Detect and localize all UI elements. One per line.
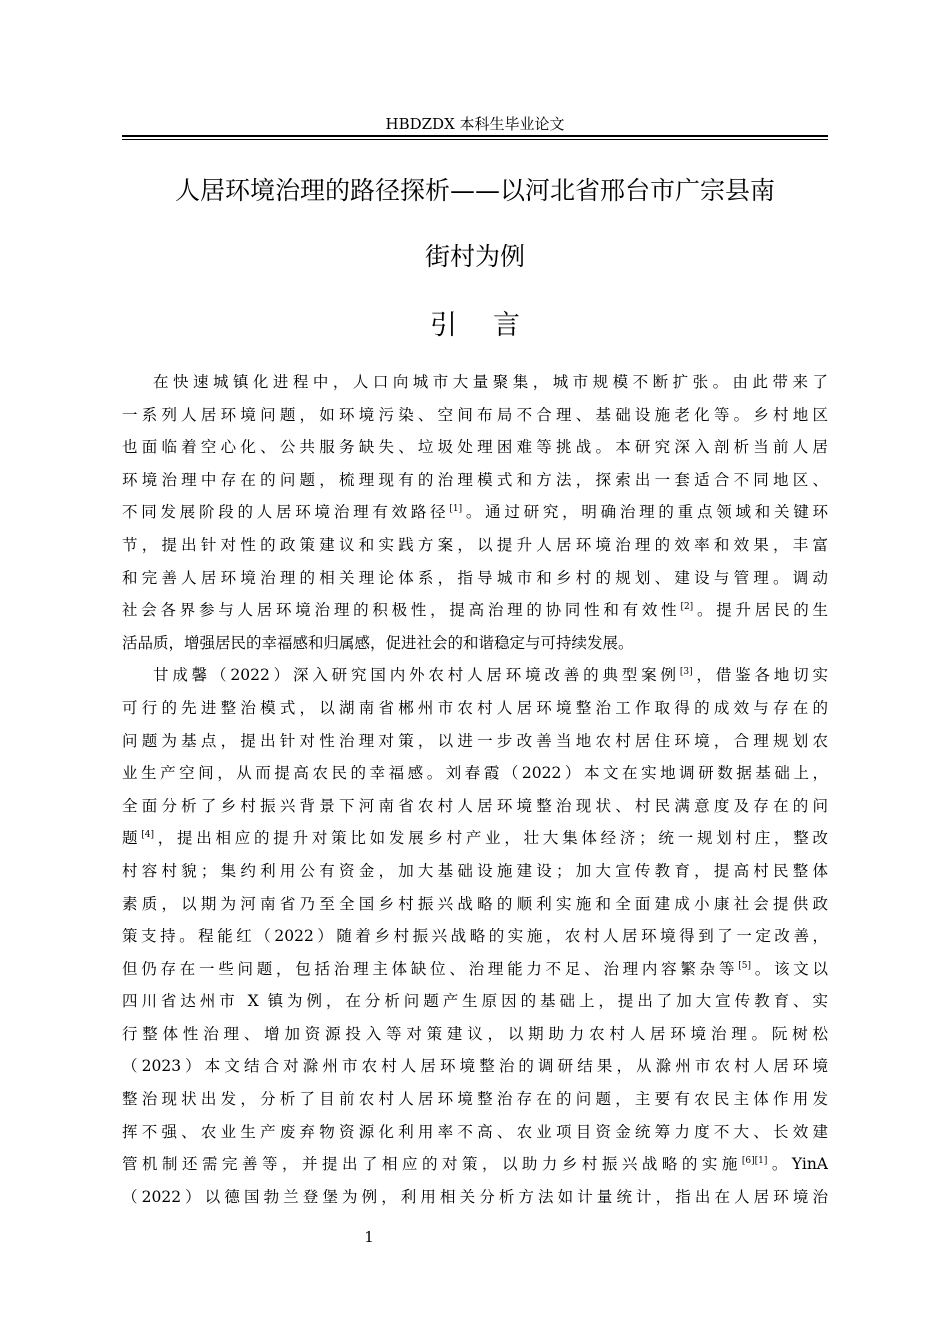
document-title-line-1: 人居环境治理的路径探析——以河北省邢台市广宗县南 [174, 176, 775, 205]
paragraph-2-line: 四川省达州市 X 镇为例，在分析问题产生原因的基础上，提出了加大宣传教育、实 [122, 992, 828, 1011]
paragraph-2-line: 管机制还需完善等，并提出了相应的对策，以助力乡村振兴战略的实施[6][1]。YinA [122, 1155, 828, 1174]
paragraph-1-line: 节，提出针对性的政策建议和实践方案，以提升人居环境治理的效率和效果，丰富 [122, 535, 828, 554]
document-title-line-2: 街村为例 [424, 242, 525, 271]
paragraph-1-line: 环境治理中存在的问题，梳理现有的治理模式和方法，探索出一套适合不同地区、 [122, 470, 828, 489]
paragraph-1-line: 活品质，增强居民的幸福感和归属感，促进社会的和谐稳定与可持续发展。 [122, 633, 634, 652]
paragraph-1-line: 也面临着空心化、公共服务缺失、垃圾处理困难等挑战。本研究深入剖析当前人居 [122, 438, 828, 457]
citation-ref: [4] [141, 830, 155, 841]
paragraph-1-line: 不同发展阶段的人居环境治理有效路径[1]。通过研究，明确治理的重点领域和关键环 [122, 503, 828, 522]
paragraph-2-line: 可行的先进整治模式，以湖南省郴州市农村人居环境整治工作取得的成效与存在的 [122, 698, 828, 717]
paragraph-2-line: 整治现状出发，分析了目前农村人居环境整治存在的问题，主要有农民主体作用发 [122, 1090, 828, 1109]
body-text [122, 366, 828, 1213]
paragraph-1-line: 在快速城镇化进程中，人口向城市大量聚集，城市规模不断扩张。由此带来了 [153, 373, 828, 391]
paragraph-2-line: 但仍存在一些问题，包括治理主体缺位、治理能力不足、治理内容繁杂等[5]。该文以 [122, 959, 828, 978]
page-number: 1 [364, 1228, 374, 1246]
header-rule [122, 135, 828, 137]
paragraph-2-line: 行整体性治理、增加资源投入等对策建议，以期助力农村人居环境治理。阮树松 [122, 1024, 828, 1043]
paragraph-2-line: （2022）以德国勃兰登堡为例，利用相关分析方法如计量统计，指出在人居环境治 [122, 1187, 828, 1206]
running-header: HBDZDX 本科生毕业论文 [385, 115, 565, 133]
citation-ref: [3] [679, 667, 693, 678]
paragraph-2-line: 挥不强、农业生产废弃物资源化利用率不高、农业项目资金统筹力度不大、长效建 [122, 1122, 828, 1141]
paragraph-2-line: 问题为基点，提出针对性治理对策，以进一步改善当地农村居住环境，合理规划农 [122, 731, 828, 750]
paragraph-2-line: 全面分析了乡村振兴背景下河南省农村人居环境整治现状、村民满意度及存在的问 [122, 796, 828, 815]
paragraph-2-line: 甘成馨（2022）深入研究国内外农村人居环境改善的典型案例[3]，借鉴各地切实 [153, 666, 828, 685]
header-rule-thin [122, 139, 828, 140]
citation-ref: [5] [738, 960, 751, 971]
paragraph-2-line: 业生产空间，从而提高农民的幸福感。刘春霞（2022）本文在实地调研数据基础上， [122, 764, 828, 783]
paragraph-2-line: 策支持。程能红（2022）随着乡村振兴战略的实施，农村人居环境得到了一定改善， [122, 927, 828, 946]
citation-ref: [6][1] [741, 1156, 768, 1167]
paragraph-1-line: 和完善人居环境治理的相关理论体系，指导城市和乡村的规划、建设与管理。调动 [122, 568, 828, 587]
paragraph-2-line: 题[4]，提出相应的提升对策比如发展乡村产业，壮大集体经济；统一规划村庄，整改 [122, 829, 828, 848]
paragraph-2-line: 村容村貌；集约利用公有资金，加大基础设施建设；加大宣传教育，提高村民整体 [122, 861, 828, 880]
paragraph-1-line: 一系列人居环境问题，如环境污染、空间布局不合理、基础设施老化等。乡村地区 [122, 405, 828, 424]
section-heading: 引言 [430, 310, 556, 341]
paragraph-2-line: （2023）本文结合对滁州市农村人居环境整治的调研结果，从滁州市农村人居环境 [122, 1057, 828, 1076]
paragraph-1-line: 社会各界参与人居环境治理的积极性，提高治理的协同性和有效性[2]。提升居民的生 [122, 601, 828, 620]
paragraph-2-line: 素质，以期为河南省乃至全国乡村振兴战略的顺利实施和全面建成小康社会提供政 [122, 894, 828, 913]
citation-ref: [1] [449, 504, 463, 515]
citation-ref: [2] [680, 602, 694, 612]
